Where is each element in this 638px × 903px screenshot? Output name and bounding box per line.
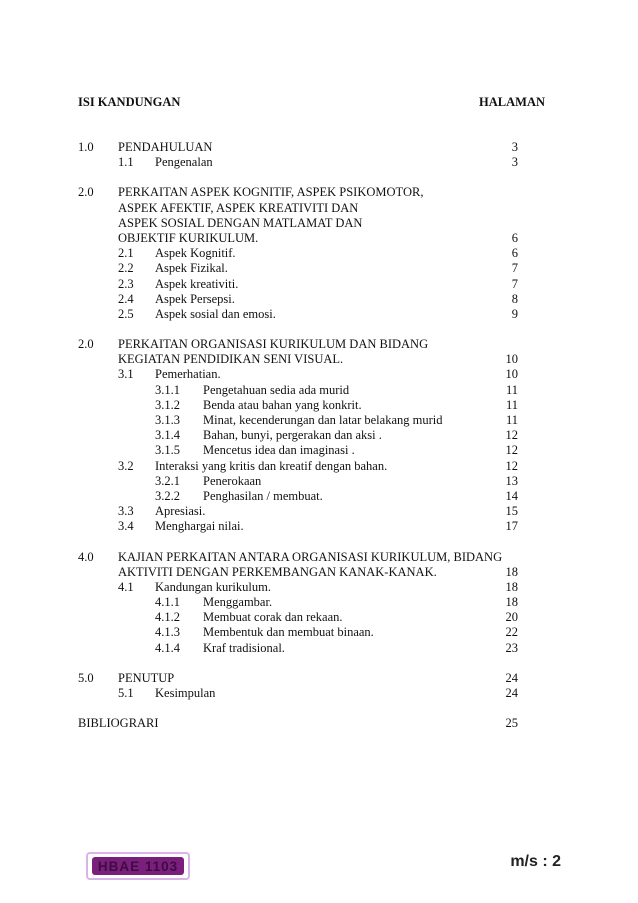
toc-entry-page: 11 (505, 382, 518, 397)
toc-entry-title: Aspek Persepsi. (155, 291, 235, 306)
toc-entry-page: 11 (505, 397, 518, 412)
toc-entry-title: Mencetus idea dan imaginasi . (203, 443, 355, 458)
toc-entry-number: 3.1.2 (155, 397, 180, 412)
table-of-contents (78, 140, 518, 731)
toc-entry-title: Penghasilan / membuat. (203, 488, 323, 503)
toc-entry-page: 15 (505, 504, 518, 519)
toc-entry-page: 13 (505, 473, 518, 488)
toc-entry-title: Aspek Fizikal. (155, 261, 228, 276)
toc-entry-number: 3.1.4 (155, 428, 180, 443)
toc-entry-title: Menghargai nilai. (155, 519, 244, 534)
toc-entry-title: Membuat corak dan rekaan. (203, 610, 343, 625)
toc-entry-number: 3.1 (118, 367, 134, 382)
toc-spacer (78, 535, 518, 550)
toc-entry-title: OBJEKTIF KURIKULUM. (118, 230, 259, 245)
toc-entry-title: Bahan, bunyi, pergerakan dan aksi . (203, 428, 382, 443)
toc-entry (78, 428, 518, 443)
toc-heading: ISI KANDUNGAN (78, 95, 181, 109)
toc-entry-number: 3.1.1 (155, 382, 180, 397)
toc-spacer (78, 701, 518, 716)
toc-entry (78, 383, 518, 398)
toc-entry-title: Minat, kecenderungan dan latar belakang murid (203, 413, 443, 427)
toc-entry (78, 246, 518, 261)
toc-entry-page: 12 (505, 458, 518, 473)
toc-entry-title: Interaksi yang kritis dan kreatif dengan bahan. (155, 458, 388, 473)
toc-entry (78, 489, 518, 504)
toc-entry-number: 5.1 (118, 686, 134, 700)
toc-entry-page: 14 (505, 488, 518, 503)
toc-entry-page: 25 (505, 716, 518, 731)
toc-entry-page: 11 (505, 413, 518, 427)
toc-entry (78, 504, 518, 519)
toc-entry-number: 3.3 (118, 504, 134, 519)
toc-entry (78, 580, 518, 595)
toc-entry-title: PENUTUP (118, 670, 175, 685)
toc-entry (78, 686, 518, 701)
toc-spacer (78, 656, 518, 671)
toc-entry-title: Pemerhatian. (155, 367, 221, 382)
toc-entry-title: Menggambar. (203, 595, 273, 610)
toc-entry-title: BIBLIOGRARI (78, 716, 159, 731)
toc-entry-number: 2.3 (118, 276, 134, 291)
toc-spacer (78, 322, 518, 337)
toc-entry (78, 565, 518, 580)
toc-entry-page: 24 (505, 686, 518, 700)
toc-entry-title: KEGIATAN PENDIDIKAN SENI VISUAL. (118, 352, 344, 367)
toc-entry-title: PERKAITAN ORGANISASI KURIKULUM DAN BIDANG (118, 337, 429, 352)
toc-entry-page: 6 (511, 230, 518, 245)
toc-entry-number: 4.1.2 (155, 610, 180, 625)
toc-entry-number: 2.0 (78, 185, 94, 200)
toc-entry (78, 155, 518, 170)
toc-entry-number: 1.0 (78, 140, 94, 154)
toc-entry-number: 2.1 (118, 246, 134, 261)
toc-entry-title: Aspek Kognitif. (155, 246, 236, 261)
toc-entry-page: 12 (505, 428, 518, 443)
toc-entry-title: Kandungan kurikulum. (155, 579, 271, 594)
toc-entry-title: Pengetahuan sedia ada murid (203, 382, 350, 397)
toc-entry-page: 22 (505, 625, 518, 640)
toc-entry-page: 10 (505, 367, 518, 382)
toc-entry (78, 610, 518, 625)
toc-entry-title: Penerokaan (203, 473, 262, 488)
toc-entry-title: Apresiasi. (155, 504, 206, 519)
toc-entry (78, 367, 518, 382)
toc-entry-page: 18 (505, 579, 518, 594)
toc-entry (78, 443, 518, 458)
toc-entry-page: 7 (511, 261, 518, 276)
toc-entry (78, 216, 518, 231)
toc-entry-number: 3.2.1 (155, 473, 180, 488)
toc-entry-page: 6 (511, 246, 518, 261)
toc-entry-number: 3.2.2 (155, 488, 180, 503)
toc-entry-page: 3 (511, 140, 518, 154)
toc-entry-page: 18 (505, 564, 518, 579)
toc-entry-number: 1.1 (118, 155, 134, 170)
toc-entry (78, 595, 518, 610)
toc-entry-number: 4.1.3 (155, 625, 180, 640)
toc-entry (78, 337, 518, 352)
toc-entry-number: 3.2 (118, 458, 134, 473)
toc-entry-title: PENDAHULUAN (118, 140, 213, 154)
toc-entry-number: 3.1.3 (155, 413, 180, 427)
toc-entry-title: PERKAITAN ASPEK KOGNITIF, ASPEK PSIKOMOTOR, (118, 185, 424, 200)
toc-entry (78, 231, 518, 246)
toc-entry (78, 474, 518, 489)
toc-entry (78, 140, 518, 155)
toc-entry-number: 4.0 (78, 549, 94, 564)
toc-entry-number: 3.1.5 (155, 443, 180, 458)
toc-entry-title: ASPEK AFEKTIF, ASPEK KREATIVITI DAN (118, 200, 359, 215)
toc-entry (78, 261, 518, 276)
toc-entry (78, 185, 518, 200)
toc-entry-page: 9 (511, 306, 518, 321)
toc-entry (78, 716, 518, 731)
page-column-heading: HALAMAN (479, 95, 545, 109)
toc-entry-page: 18 (505, 595, 518, 610)
toc-entry-page: 23 (505, 640, 518, 655)
toc-entry-number: 2.4 (118, 291, 134, 306)
page-number: m/s : 2 (510, 853, 561, 870)
toc-entry-title: KAJIAN PERKAITAN ANTARA ORGANISASI KURIKULUM, BIDANG (118, 549, 503, 564)
toc-entry-number: 4.1.1 (155, 595, 180, 610)
toc-entry-page: 7 (511, 276, 518, 291)
toc-entry-title: Membentuk dan membuat binaan. (203, 625, 374, 640)
toc-entry-number: 3.4 (118, 519, 134, 534)
toc-entry-title: Pengenalan (155, 155, 213, 170)
toc-entry-title: Aspek sosial dan emosi. (155, 306, 276, 321)
toc-entry-title: Kesimpulan (155, 686, 216, 700)
toc-entry-page: 8 (511, 291, 518, 306)
toc-entry (78, 413, 518, 428)
course-code-label: HBAE 1103 (97, 858, 179, 874)
course-code-badge (86, 852, 190, 880)
toc-entry-title: Aspek kreativiti. (155, 276, 239, 291)
toc-entry (78, 641, 518, 656)
toc-entry (78, 550, 518, 565)
toc-entry-number: 2.0 (78, 337, 94, 352)
toc-entry (78, 519, 518, 534)
toc-entry-title: ASPEK SOSIAL DENGAN MATLAMAT DAN (118, 215, 363, 230)
toc-entry-number: 4.1.4 (155, 640, 180, 655)
toc-entry (78, 398, 518, 413)
toc-entry-title: AKTIVITI DENGAN PERKEMBANGAN KANAK-KANAK. (118, 564, 437, 579)
toc-entry-page: 10 (505, 352, 518, 367)
toc-entry-title: Kraf tradisional. (203, 640, 285, 655)
toc-entry-page: 20 (505, 610, 518, 625)
toc-entry-page: 17 (505, 519, 518, 534)
toc-entry-number: 4.1 (118, 579, 134, 594)
toc-entry-page: 24 (505, 670, 518, 685)
toc-spacer (78, 170, 518, 185)
toc-entry-number: 5.0 (78, 670, 94, 685)
toc-entry (78, 307, 518, 322)
toc-entry (78, 459, 518, 474)
toc-entry-page: 12 (505, 443, 518, 458)
toc-entry (78, 352, 518, 367)
toc-entry-number: 2.5 (118, 306, 134, 321)
toc-entry-number: 2.2 (118, 261, 134, 276)
toc-entry (78, 625, 518, 640)
toc-entry (78, 671, 518, 686)
toc-entry-page: 3 (511, 155, 518, 170)
toc-entry (78, 201, 518, 216)
toc-entry (78, 277, 518, 292)
toc-entry (78, 292, 518, 307)
toc-entry-title: Benda atau bahan yang konkrit. (203, 397, 362, 412)
